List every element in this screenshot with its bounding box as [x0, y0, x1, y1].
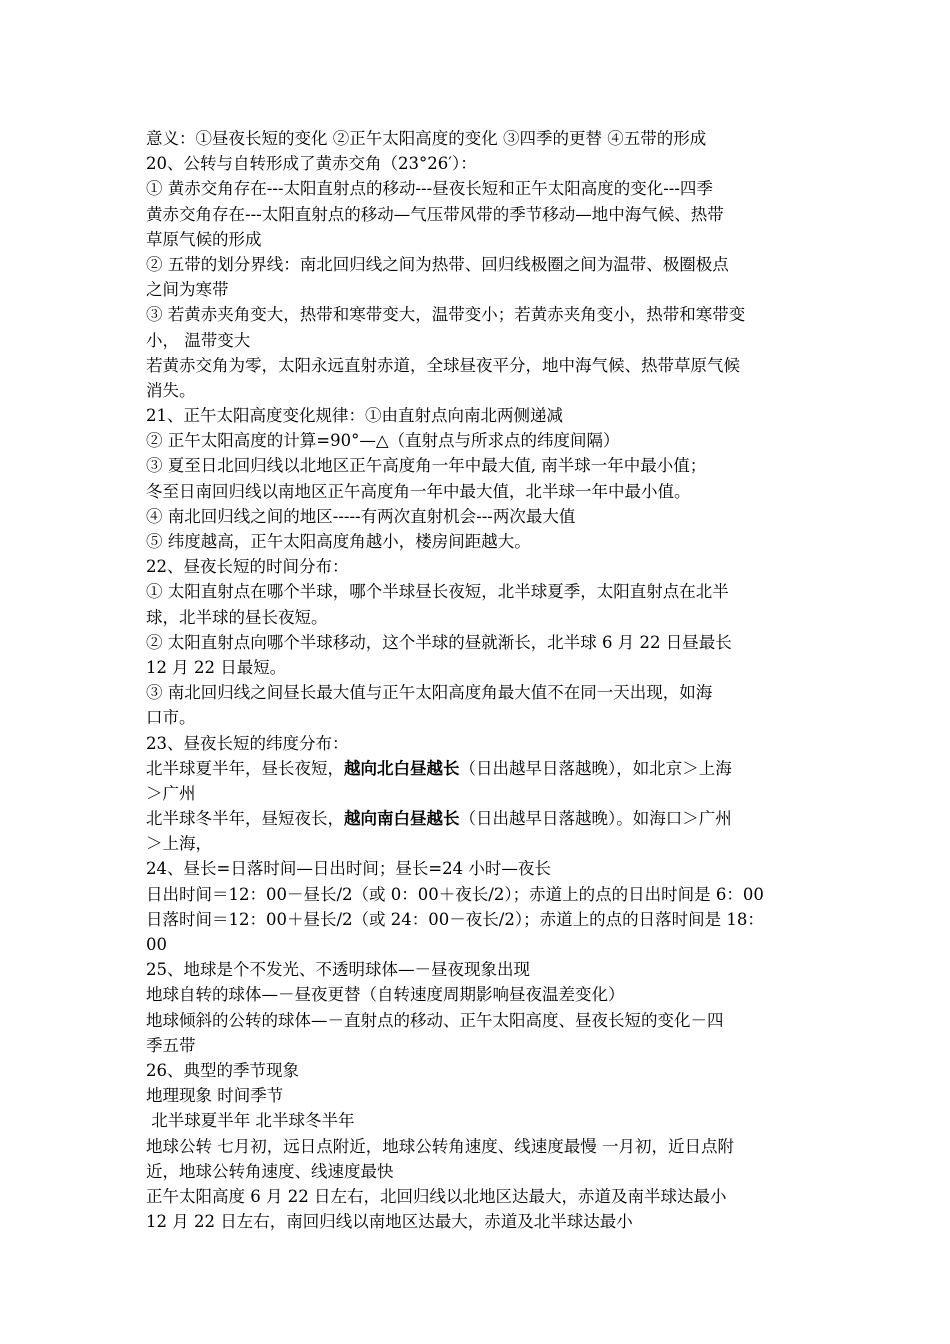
text-line — [146, 1033, 810, 1058]
line-text: ① 太阳直射点在哪个半球，哪个半球昼长夜短，北半球夏季，太阳直射点在北半 — [146, 582, 729, 602]
line-text: 26、典型的季节现象 — [146, 1060, 299, 1080]
document-text — [146, 126, 810, 1234]
line-text: 北半球夏半年，昼长夜短， — [146, 758, 344, 778]
line-text: ③ 若黄赤夹角变大，热带和寒带变大，温带变小；若黄赤夹角变小，热带和寒带变 — [146, 305, 746, 325]
emphasis-text: 越向南白昼越长 — [344, 809, 460, 829]
line-text: 消失。 — [146, 380, 196, 400]
line-text: ② 正午太阳高度的计算=90°—△（直射点与所求点的纬度间隔） — [146, 431, 620, 451]
line-text: ＞广州 — [146, 783, 196, 803]
line-text: 地球自转的球体—－昼夜更替（自转速度周期影响昼夜温差变化） — [146, 985, 625, 1005]
line-text: 23、昼夜长短的纬度分布： — [146, 733, 349, 753]
line-text: （日出越早日落越晚）。如海口＞广州 — [459, 809, 732, 829]
text-line — [146, 479, 810, 504]
line-text: 21、正午太阳高度变化规律：①由直射点向南北两侧递减 — [146, 406, 563, 426]
line-text: 12 月 22 日左右，南回归线以南地区达最大，赤道及北半球达最小 — [146, 1212, 633, 1232]
text-line — [146, 579, 810, 604]
text-line — [146, 529, 810, 554]
line-text: 冬至日南回归线以南地区正午高度角一年中最大值，北半球一年中最小值。 — [146, 481, 691, 501]
text-line — [146, 705, 810, 730]
line-text: 之间为寒带 — [146, 280, 229, 300]
text-line — [146, 252, 810, 277]
emphasis-text: 越向北白昼越长 — [344, 758, 460, 778]
line-text: 若黄赤交角为零，太阳永远直射赤道，全球昼夜平分，地中海气候、热带草原气候 — [146, 355, 740, 375]
line-text: ② 五带的划分界线：南北回归线之间为热带、回归线极圈之间为温带、极圈极点 — [146, 254, 729, 274]
line-text: 地理现象 时间季节 — [146, 1086, 284, 1106]
text-line — [146, 806, 810, 831]
text-line — [146, 1134, 810, 1159]
text-line — [146, 932, 810, 957]
text-line — [146, 731, 810, 756]
line-text: ＞上海， — [146, 834, 212, 854]
text-line — [146, 302, 810, 327]
text-line — [146, 605, 810, 630]
text-line — [146, 630, 810, 655]
line-text: 22、昼夜长短的时间分布： — [146, 557, 349, 577]
text-line — [146, 907, 810, 932]
line-text: 日出时间＝12：00－昼长/2（或 0：00＋夜长/2）；赤道上的点的日出时间是 6：00 — [146, 884, 764, 904]
text-line — [146, 1008, 810, 1033]
line-text: 黄赤交角存在---太阳直射点的移动—气压带风带的季节移动—地中海气候、热带 — [146, 204, 724, 224]
text-line — [146, 378, 810, 403]
text-line — [146, 453, 810, 478]
text-line — [146, 227, 810, 252]
line-text: （日出越早日落越晚），如北京＞上海 — [459, 758, 732, 778]
text-line — [146, 202, 810, 227]
line-text: 地球倾斜的公转的球体—－直射点的移动、正午太阳高度、昼夜长短的变化－四 — [146, 1010, 724, 1030]
text-line — [146, 554, 810, 579]
line-text: ④ 南北回归线之间的地区-----有两次直射机会---两次最大值 — [146, 506, 576, 526]
line-text: 正午太阳高度 6 月 22 日左右，北回归线以北地区达最大，赤道及南半球达最小 — [146, 1186, 727, 1206]
text-line — [146, 428, 810, 453]
line-text: 小， 温带变大 — [146, 330, 251, 350]
line-text: ③ 夏至日北回归线以北地区正午高度角一年中最大值, 南半球一年中最小值； — [146, 456, 707, 476]
text-line — [146, 982, 810, 1007]
text-line — [146, 504, 810, 529]
text-line — [146, 756, 810, 781]
line-text: 北半球夏半年 北半球冬半年 — [146, 1111, 355, 1131]
line-text: 草原气候的形成 — [146, 229, 262, 249]
line-text: 球，北半球的昼长夜短。 — [146, 607, 328, 627]
text-line — [146, 1184, 810, 1209]
line-text: 地球公转 七月初，远日点附近，地球公转角速度、线速度最慢 一月初，近日点附 — [146, 1136, 734, 1156]
line-text: 24、昼长=日落时间—日出时间；昼长=24 小时—夜长 — [146, 859, 551, 879]
line-text: 00 — [146, 935, 167, 954]
line-text: 北半球冬半年，昼短夜长， — [146, 809, 344, 829]
line-text: 口市。 — [146, 708, 196, 728]
text-line — [146, 655, 810, 680]
line-text: 20、公转与自转形成了黄赤交角（23°26′）： — [146, 154, 477, 174]
text-line — [146, 680, 810, 705]
line-text: ③ 南北回归线之间昼长最大值与正午太阳高度角最大值不在同一天出现，如海 — [146, 683, 713, 703]
text-line — [146, 403, 810, 428]
line-text: 近，地球公转角速度、线速度最快 — [146, 1161, 394, 1181]
text-line — [146, 277, 810, 302]
text-line — [146, 176, 810, 201]
text-line — [146, 1209, 810, 1234]
text-line — [146, 353, 810, 378]
text-line — [146, 1083, 810, 1108]
line-text: 季五带 — [146, 1035, 196, 1055]
text-line — [146, 957, 810, 982]
text-line — [146, 831, 810, 856]
text-line — [146, 1058, 810, 1083]
text-line — [146, 781, 810, 806]
text-line — [146, 1108, 810, 1133]
text-line — [146, 126, 810, 151]
line-text: 日落时间＝12：00＋昼长/2（或 24：00－夜长/2）；赤道上的点的日落时间是 18： — [146, 909, 764, 929]
line-text: 意义：①昼夜长短的变化 ②正午太阳高度的变化 ③四季的更替 ④五带的形成 — [146, 129, 707, 148]
line-text: ② 太阳直射点向哪个半球移动，这个半球的昼就渐长，北半球 6 月 22 日昼最长 — [146, 632, 732, 652]
line-text: 25、地球是个不发光、不透明球体—－昼夜现象出现 — [146, 960, 530, 980]
text-line — [146, 151, 810, 176]
line-text: ① 黄赤交角存在---太阳直射点的移动---昼夜长短和正午太阳高度的变化---四季 — [146, 179, 713, 199]
text-line — [146, 1159, 810, 1184]
line-text: ⑤ 纬度越高，正午太阳高度角越小，楼房间距越大。 — [146, 532, 531, 551]
line-text: 12 月 22 日最短。 — [146, 657, 287, 677]
text-line — [146, 856, 810, 881]
text-line — [146, 882, 810, 907]
text-line — [146, 328, 810, 353]
